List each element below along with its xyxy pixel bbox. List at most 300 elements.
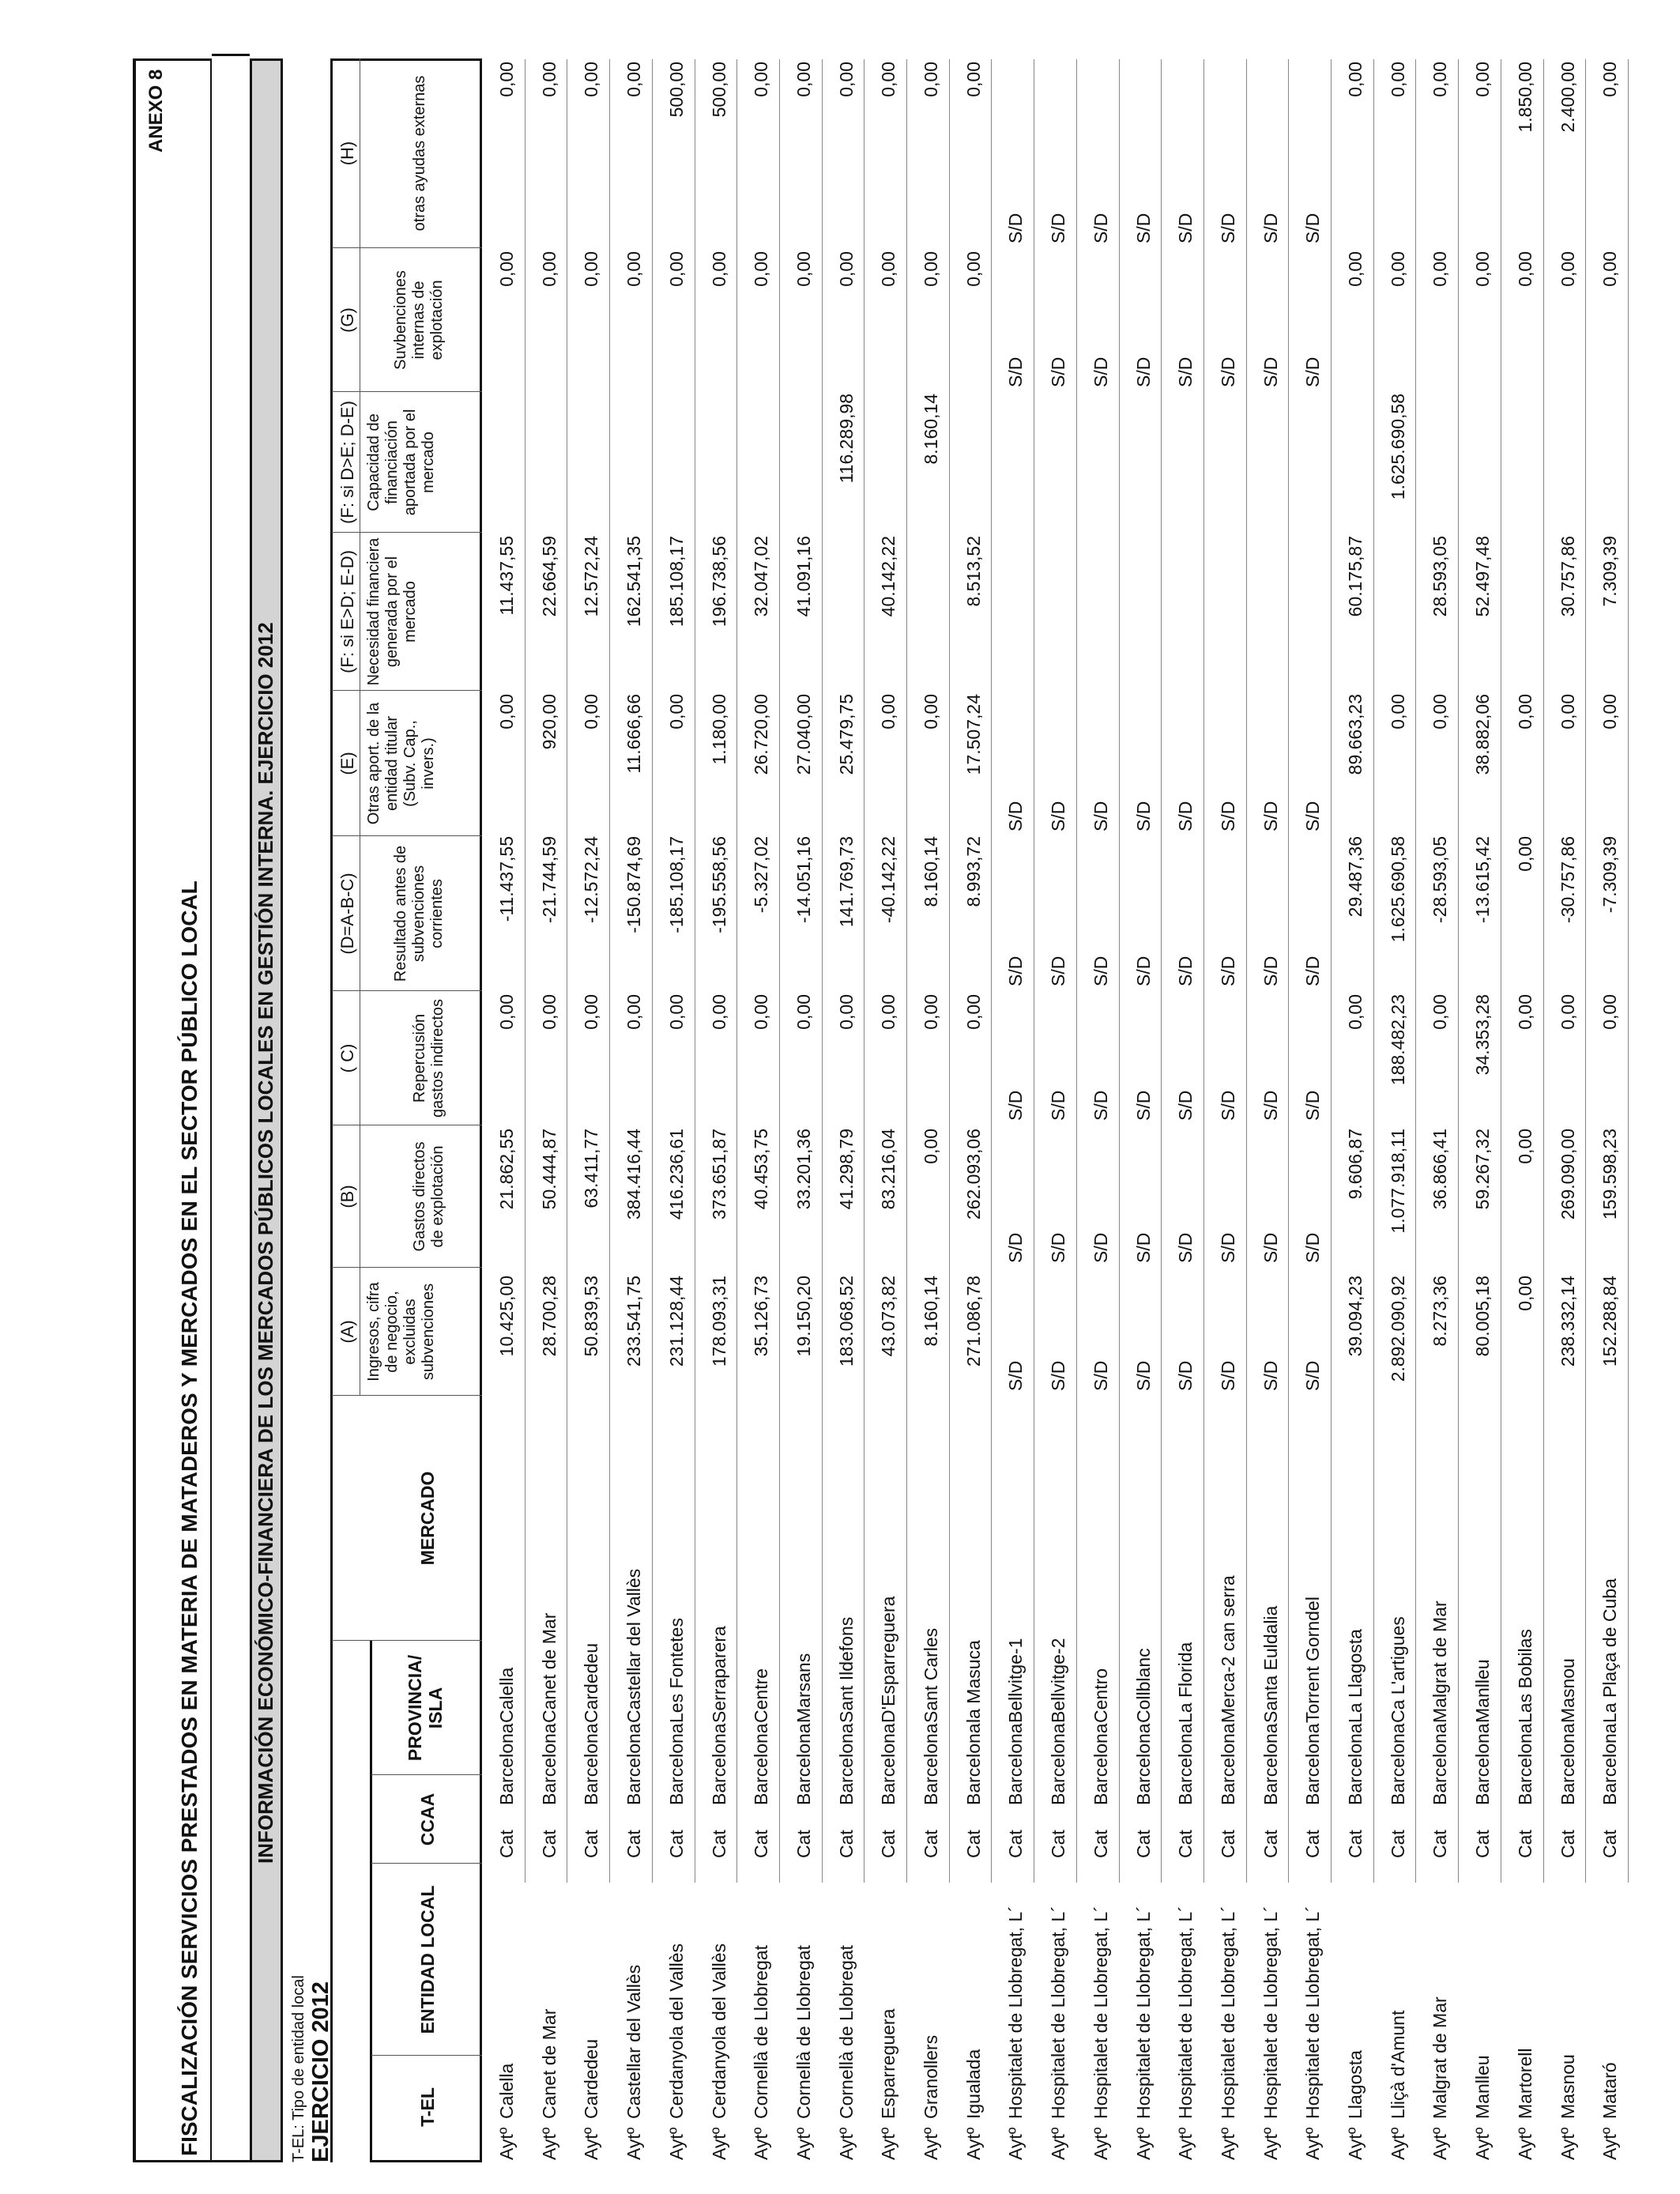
cell-g: 0,00 <box>538 251 559 287</box>
cell-ccaa: Cat <box>793 1830 814 1858</box>
cell-a: S/D <box>1090 1360 1111 1391</box>
cell-f1: 11.437,55 <box>496 536 517 616</box>
cell-g: S/D <box>1048 356 1069 387</box>
cell-b: 83.216,04 <box>878 1129 899 1210</box>
cell-entidad: Igualada <box>962 2049 984 2119</box>
cell-g: S/D <box>1005 356 1026 387</box>
cell-tel: Aytº <box>878 2127 899 2160</box>
cell-tel: Aytº <box>921 2127 941 2160</box>
cell-mercado: D'Esparreguera <box>878 1596 899 1723</box>
cell-f1: 12.572,24 <box>581 536 602 617</box>
cell-ccaa: Cat <box>708 1830 729 1858</box>
cell-tel: Aytº <box>1132 2127 1154 2160</box>
cell-h: 0,00 <box>581 62 602 97</box>
row-separator <box>1331 59 1332 1883</box>
cell-tel: Aytº <box>1345 2127 1365 2160</box>
cell-h: 0,00 <box>623 62 645 97</box>
cell-entidad: Cardedeu <box>581 2038 602 2119</box>
cell-tel: Aytº <box>581 2127 602 2160</box>
col-f1-code: (F: si E>D; E-D) <box>337 550 357 673</box>
cell-d: -11.437,55 <box>496 836 517 922</box>
cell-g: 0,00 <box>1387 251 1408 287</box>
cell-a: 28.700,28 <box>538 1276 559 1357</box>
cell-f1: 28.593,05 <box>1430 536 1451 617</box>
cell-ccaa: Cat <box>1599 1830 1621 1858</box>
cell-mercado: Las Bobilas <box>1514 1629 1535 1723</box>
col-f1-label: Necesidad financiera generada por el mercado <box>365 537 419 686</box>
cell-b: 50.444,87 <box>538 1129 559 1210</box>
cell-ccaa: Cat <box>581 1830 602 1858</box>
cell-f1: 40.142,22 <box>878 536 899 617</box>
cell-b: 0,00 <box>921 1129 941 1164</box>
col-entidad-header: ENTIDAD LOCAL <box>417 1885 438 2034</box>
cell-g: 0,00 <box>1430 251 1451 287</box>
cell-mercado: La Plaça de Cuba <box>1599 1578 1621 1723</box>
col-c-code: ( C) <box>337 1043 357 1073</box>
col-h-label: otras ayudas externas <box>411 75 428 232</box>
cell-b: 416.236,61 <box>665 1129 687 1220</box>
cell-f1: 185.108,17 <box>665 536 687 628</box>
cell-h: S/D <box>1132 213 1154 243</box>
cell-d: S/D <box>1090 956 1111 986</box>
cell-b: S/D <box>1302 1232 1324 1263</box>
col-ccaa-header: CCAA <box>417 1793 438 1846</box>
row-separator <box>1246 59 1247 1883</box>
cell-g: 0,00 <box>1557 251 1578 287</box>
cell-d: S/D <box>1175 956 1196 986</box>
col-f2-code: (F: si D>E; D-E) <box>337 401 357 524</box>
cell-a: 231.128,44 <box>665 1276 687 1367</box>
cell-f2: 116.289,98 <box>835 394 857 484</box>
cell-provincia: Barcelona <box>1175 1723 1196 1805</box>
row-separator <box>1585 59 1586 1883</box>
section-band <box>212 54 250 2162</box>
report-title: FISCALIZACIÓN SERVICIOS PRESTADOS EN MATERIA DE MATADEROS Y MERCADOS EN EL SECTOR PÚBLICO LOCAL <box>177 880 202 2156</box>
cell-ccaa: Cat <box>878 1830 899 1858</box>
cell-e: S/D <box>1217 801 1238 831</box>
title-band <box>133 58 216 2162</box>
cell-a: 183.068,52 <box>835 1276 857 1367</box>
col-a-label: Ingresos, cifra de negocio, excluidas subvenciones <box>365 1282 437 1382</box>
cell-b: 0,00 <box>1514 1129 1535 1164</box>
cell-entidad: Canet de Mar <box>538 2008 559 2119</box>
col-d-code: (D=A-B-C) <box>337 873 357 955</box>
cell-e: 0,00 <box>1557 694 1578 729</box>
cell-entidad: Malgrat de Mar <box>1430 1996 1451 2119</box>
cell-c: 0,00 <box>496 994 517 1030</box>
cell-h: S/D <box>1260 213 1281 243</box>
tel-note: T-EL: Tipo de entidad local <box>290 1975 307 2162</box>
cell-mercado: Merca-2 can serra <box>1217 1575 1238 1723</box>
col-g-label: Suvbenciones internas de explotación <box>392 270 446 370</box>
cell-mercado: Les Fontetes <box>665 1618 687 1723</box>
cell-ccaa: Cat <box>1514 1830 1535 1858</box>
cell-entidad: Manlleu <box>1472 2055 1494 2119</box>
cell-f1: 196.738,56 <box>708 536 729 628</box>
cell-c: S/D <box>1302 1090 1324 1121</box>
cell-h: 1.850,00 <box>1514 62 1535 133</box>
cell-entidad: Cornellà de Llobregat <box>835 1945 857 2119</box>
cell-g: 0,00 <box>708 251 729 287</box>
col-c-label: Repercusión gastos indirectos <box>411 998 446 1118</box>
cell-f1: 41.091,16 <box>793 536 814 617</box>
col-g-code: (G) <box>337 307 357 333</box>
cell-a: 35.126,73 <box>751 1276 772 1357</box>
cell-d: S/D <box>1217 956 1238 986</box>
cell-e: 26.720,00 <box>751 694 772 775</box>
cell-h: 0,00 <box>1387 62 1408 97</box>
cell-a: 271.086,78 <box>962 1276 984 1367</box>
cell-a: 238.332,14 <box>1557 1276 1578 1367</box>
cell-provincia: Barcelona <box>1260 1723 1281 1805</box>
cell-ccaa: Cat <box>538 1830 559 1858</box>
cell-b: S/D <box>1090 1232 1111 1263</box>
cell-provincia: Barcelona <box>835 1723 857 1805</box>
cell-entidad: Cerdanyola del Vallès <box>665 1943 687 2119</box>
cell-c: 0,00 <box>1514 994 1535 1030</box>
cell-e: 0,00 <box>496 694 517 729</box>
annex-label: ANEXO 8 <box>145 69 167 153</box>
row-separator <box>1415 59 1416 1883</box>
row-separator <box>991 59 992 1883</box>
col-b-label: Gastos directos de explotación <box>411 1141 446 1252</box>
cell-a: 8.160,14 <box>921 1276 941 1347</box>
cell-h: 0,00 <box>496 62 517 97</box>
cell-c: S/D <box>1048 1090 1069 1121</box>
cell-provincia: Barcelona <box>962 1723 984 1805</box>
cell-a: S/D <box>1132 1360 1154 1391</box>
cell-mercado: Manlleu <box>1472 1659 1494 1723</box>
cell-d: -21.744,59 <box>538 836 559 923</box>
cell-h: 0,00 <box>962 62 984 97</box>
cell-d: S/D <box>1132 956 1154 986</box>
cell-a: 2.892.090,92 <box>1387 1276 1408 1382</box>
cell-entidad: Cornellà de Llobregat <box>751 1945 772 2119</box>
cell-c: 0,00 <box>793 994 814 1030</box>
cell-d: -185.108,17 <box>665 836 687 933</box>
cell-ccaa: Cat <box>1005 1830 1026 1858</box>
cell-e: S/D <box>1005 801 1026 831</box>
cell-entidad: Castellar del Vallès <box>623 1964 645 2119</box>
cell-a: 10.425,00 <box>496 1276 517 1357</box>
cell-g: 0,00 <box>496 251 517 287</box>
col-b-code: (B) <box>337 1185 357 1208</box>
cell-mercado: Cardedeu <box>581 1642 602 1723</box>
cell-g: 0,00 <box>665 251 687 287</box>
cell-tel: Aytº <box>496 2127 517 2160</box>
cell-f1: 60.175,87 <box>1345 536 1365 617</box>
cell-c: 34.353,28 <box>1472 994 1494 1076</box>
cell-provincia: Barcelona <box>1557 1723 1578 1805</box>
cell-c: 0,00 <box>623 994 645 1030</box>
row-separator <box>779 59 780 1883</box>
cell-d: -28.593,05 <box>1430 836 1451 923</box>
cell-a: S/D <box>1048 1360 1069 1391</box>
cell-mercado: Sant Carles <box>921 1627 941 1723</box>
cell-g: S/D <box>1217 356 1238 387</box>
cell-mercado: Malgrat de Mar <box>1430 1600 1451 1723</box>
col-d-label: Resultado antes de subvenciones corrientes <box>392 845 446 982</box>
row-separator <box>1458 59 1459 1883</box>
cell-h: 0,00 <box>751 62 772 97</box>
row-separator <box>609 59 610 1883</box>
cell-g: 0,00 <box>878 251 899 287</box>
cell-entidad: Hospitalet de Llobregat, L´ <box>1132 1906 1154 2119</box>
cell-b: S/D <box>1048 1232 1069 1263</box>
cell-d: -13.615,42 <box>1472 836 1494 923</box>
cell-mercado: Bellvitge-1 <box>1005 1638 1026 1723</box>
cell-d: -150.874,69 <box>623 836 645 933</box>
cell-a: 50.839,53 <box>581 1276 602 1357</box>
cell-h: S/D <box>1090 213 1111 243</box>
cell-tel: Aytº <box>665 2127 687 2160</box>
cell-ccaa: Cat <box>1175 1830 1196 1858</box>
cell-tel: Aytº <box>708 2127 729 2160</box>
col-tel-header: T-EL <box>417 2087 438 2127</box>
cell-e: S/D <box>1090 801 1111 831</box>
cell-h: 0,00 <box>878 62 899 97</box>
cell-ccaa: Cat <box>665 1830 687 1858</box>
cell-e: S/D <box>1175 801 1196 831</box>
cell-c: 0,00 <box>1557 994 1578 1030</box>
cell-a: 152.288,84 <box>1599 1276 1621 1367</box>
cell-c: 0,00 <box>1599 994 1621 1030</box>
cell-entidad: Masnou <box>1557 2054 1578 2119</box>
row-separator <box>1288 59 1289 1883</box>
cell-e: 89.663,23 <box>1345 694 1365 775</box>
cell-f1: 7.309,39 <box>1599 536 1621 607</box>
cell-ccaa: Cat <box>1260 1830 1281 1858</box>
cell-a: 43.073,82 <box>878 1276 899 1357</box>
cell-b: S/D <box>1260 1232 1281 1263</box>
cell-d: 8.993,72 <box>962 836 984 907</box>
cell-e: 0,00 <box>878 694 899 729</box>
cell-tel: Aytº <box>1217 2127 1238 2160</box>
cell-mercado: Collblanc <box>1132 1648 1154 1723</box>
cell-ccaa: Cat <box>1132 1830 1154 1858</box>
cell-a: S/D <box>1302 1360 1324 1391</box>
cell-tel: Aytº <box>1302 2127 1324 2160</box>
cell-b: 373.651,87 <box>708 1129 729 1220</box>
col-e-label: Otras aport. de la entidad titular (Subv. Cap., invers.) <box>365 702 437 825</box>
cell-a: 19.150,20 <box>793 1276 814 1357</box>
cell-provincia: Barcelona <box>538 1723 559 1805</box>
cell-d: -5.327,02 <box>751 836 772 914</box>
cell-e: S/D <box>1132 801 1154 831</box>
cell-c: S/D <box>1217 1090 1238 1121</box>
cell-e: 38.882,06 <box>1472 694 1494 775</box>
cell-c: S/D <box>1132 1090 1154 1121</box>
cell-e: 920,00 <box>538 694 559 750</box>
cell-g: 0,00 <box>751 251 772 287</box>
cell-e: 0,00 <box>1387 694 1408 729</box>
cell-ccaa: Cat <box>835 1830 857 1858</box>
cell-h: 0,00 <box>538 62 559 97</box>
cell-f1: 30.757,86 <box>1557 536 1578 617</box>
cell-b: 9.606,87 <box>1345 1129 1365 1200</box>
cell-mercado: Canet de Mar <box>538 1612 559 1723</box>
cell-f2: 8.160,14 <box>921 394 941 465</box>
cell-provincia: Barcelona <box>496 1723 517 1805</box>
cell-b: S/D <box>1217 1232 1238 1263</box>
cell-tel: Aytº <box>751 2127 772 2160</box>
cell-mercado: Centre <box>751 1668 772 1723</box>
cell-provincia: Barcelona <box>1514 1723 1535 1805</box>
cell-c: 0,00 <box>708 994 729 1030</box>
cell-g: 0,00 <box>1472 251 1494 287</box>
row-separator <box>1373 59 1374 1883</box>
cell-e: S/D <box>1302 801 1324 831</box>
cell-b: 1.077.918,11 <box>1387 1129 1408 1234</box>
exercise-label: EJERCICIO 2012 <box>308 1981 333 2162</box>
cell-tel: Aytº <box>623 2127 645 2160</box>
cell-tel: Aytº <box>793 2127 814 2160</box>
cell-b: 262.093,06 <box>962 1129 984 1220</box>
cell-mercado: Castellar del Vallès <box>623 1568 645 1723</box>
cell-h: 2.400,00 <box>1557 62 1578 133</box>
cell-tel: Aytº <box>835 2127 857 2160</box>
cell-a: 0,00 <box>1514 1276 1535 1311</box>
cell-f1: 52.497,48 <box>1472 536 1494 617</box>
cell-g: 0,00 <box>921 251 941 287</box>
cell-c: 0,00 <box>665 994 687 1030</box>
cell-tel: Aytº <box>1387 2127 1408 2160</box>
cell-f1: 8.513,52 <box>962 536 984 607</box>
cell-a: 233.541,75 <box>623 1276 645 1367</box>
cell-ccaa: Cat <box>1302 1830 1324 1858</box>
cell-e: 0,00 <box>665 694 687 729</box>
cell-d: S/D <box>1005 956 1026 986</box>
cell-b: S/D <box>1132 1232 1154 1263</box>
cell-provincia: Barcelona <box>1345 1723 1365 1805</box>
cell-provincia: Barcelona <box>1387 1723 1408 1805</box>
cell-tel: Aytº <box>1048 2127 1069 2160</box>
cell-entidad: Cornellà de Llobregat <box>793 1945 814 2119</box>
cell-ccaa: Cat <box>1387 1830 1408 1858</box>
cell-e: S/D <box>1260 801 1281 831</box>
cell-ccaa: Cat <box>1557 1830 1578 1858</box>
cell-g: S/D <box>1260 356 1281 387</box>
cell-g: 0,00 <box>1345 251 1365 287</box>
cell-provincia: Barcelona <box>1132 1723 1154 1805</box>
cell-h: S/D <box>1175 213 1196 243</box>
cell-g: 0,00 <box>1514 251 1535 287</box>
cell-g: 0,00 <box>835 251 857 287</box>
cell-h: 0,00 <box>1472 62 1494 97</box>
cell-entidad: Lliçà d'Amunt <box>1387 2010 1408 2119</box>
row-separator <box>652 59 653 1883</box>
cell-g: 0,00 <box>623 251 645 287</box>
cell-e: 0,00 <box>1599 694 1621 729</box>
row-separator <box>1119 59 1120 1883</box>
cell-provincia: Barcelona <box>878 1723 899 1805</box>
cell-g: 0,00 <box>793 251 814 287</box>
cell-provincia: Barcelona <box>1090 1723 1111 1805</box>
cell-entidad: Hospitalet de Llobregat, L´ <box>1175 1906 1196 2119</box>
cell-d: 0,00 <box>1514 836 1535 872</box>
row-separator <box>1203 59 1204 1883</box>
cell-e: 0,00 <box>1430 694 1451 729</box>
cell-mercado: la Masuca <box>962 1640 984 1723</box>
col-mercado-header: MERCADO <box>417 1471 438 1566</box>
cell-b: 33.201,36 <box>793 1129 814 1210</box>
cell-g: S/D <box>1302 356 1324 387</box>
cell-b: 41.298,79 <box>835 1129 857 1210</box>
cell-c: 0,00 <box>878 994 899 1030</box>
cell-g: S/D <box>1090 356 1111 387</box>
cell-mercado: La Florida <box>1175 1642 1196 1723</box>
cell-provincia: Barcelona <box>708 1723 729 1805</box>
cell-a: 80.005,18 <box>1472 1276 1494 1357</box>
cell-a: S/D <box>1005 1360 1026 1391</box>
cell-h: 0,00 <box>1430 62 1451 97</box>
cell-mercado: Masnou <box>1557 1658 1578 1723</box>
cell-provincia: Barcelona <box>665 1723 687 1805</box>
cell-provincia: Barcelona <box>793 1723 814 1805</box>
cell-mercado: Sant Ildefons <box>835 1616 857 1723</box>
cell-f2: 1.625.690,58 <box>1387 394 1408 500</box>
cell-h: S/D <box>1005 213 1026 243</box>
cell-c: 188.482,23 <box>1387 994 1408 1086</box>
cell-b: 59.267,32 <box>1472 1129 1494 1210</box>
cell-entidad: Hospitalet de Llobregat, L´ <box>1048 1906 1069 2119</box>
cell-h: 0,00 <box>835 62 857 97</box>
cell-b: 36.866,41 <box>1430 1129 1451 1210</box>
cell-h: 0,00 <box>1599 62 1621 97</box>
row-separator <box>1628 59 1629 1883</box>
cell-d: S/D <box>1260 956 1281 986</box>
cell-provincia: Barcelona <box>1599 1723 1621 1805</box>
cell-tel: Aytº <box>1514 2127 1535 2160</box>
cell-mercado: Serraparera <box>708 1626 729 1723</box>
header-box-left <box>370 2160 482 2162</box>
cell-tel: Aytº <box>1175 2127 1196 2160</box>
cell-d: -12.572,24 <box>581 836 602 923</box>
col-h-code: (H) <box>337 141 357 166</box>
cell-g: 0,00 <box>1599 251 1621 287</box>
cell-tel: Aytº <box>1472 2127 1494 2160</box>
cell-e: 25.479,75 <box>835 694 857 775</box>
col-e-code: (E) <box>337 752 357 775</box>
cell-ccaa: Cat <box>496 1830 517 1858</box>
cell-ccaa: Cat <box>1345 1830 1365 1858</box>
col-provincia-header: PROVINCIA/ ISLA <box>405 1654 446 1762</box>
cell-e: 17.507,24 <box>962 694 984 775</box>
row-separator <box>736 59 737 1883</box>
cell-h: S/D <box>1217 213 1238 243</box>
cell-a: S/D <box>1217 1360 1238 1391</box>
cell-c: S/D <box>1090 1090 1111 1121</box>
cell-d: -195.558,56 <box>708 836 729 933</box>
cell-g: S/D <box>1132 356 1154 387</box>
cell-b: 21.862,55 <box>496 1129 517 1210</box>
cell-c: 0,00 <box>538 994 559 1030</box>
cell-e: 0,00 <box>581 694 602 729</box>
cell-h: 0,00 <box>921 62 941 97</box>
cell-d: S/D <box>1048 956 1069 986</box>
cell-tel: Aytº <box>1599 2127 1621 2160</box>
cell-ccaa: Cat <box>1048 1830 1069 1858</box>
cell-tel: Aytº <box>538 2127 559 2160</box>
cell-provincia: Barcelona <box>623 1723 645 1805</box>
cell-c: 0,00 <box>962 994 984 1030</box>
cell-provincia: Barcelona <box>1302 1723 1324 1805</box>
cell-b: 384.416,44 <box>623 1129 645 1220</box>
cell-d: -7.309,39 <box>1599 836 1621 914</box>
cell-b: 159.598,23 <box>1599 1129 1621 1220</box>
cell-ccaa: Cat <box>751 1830 772 1858</box>
cell-c: S/D <box>1175 1090 1196 1121</box>
